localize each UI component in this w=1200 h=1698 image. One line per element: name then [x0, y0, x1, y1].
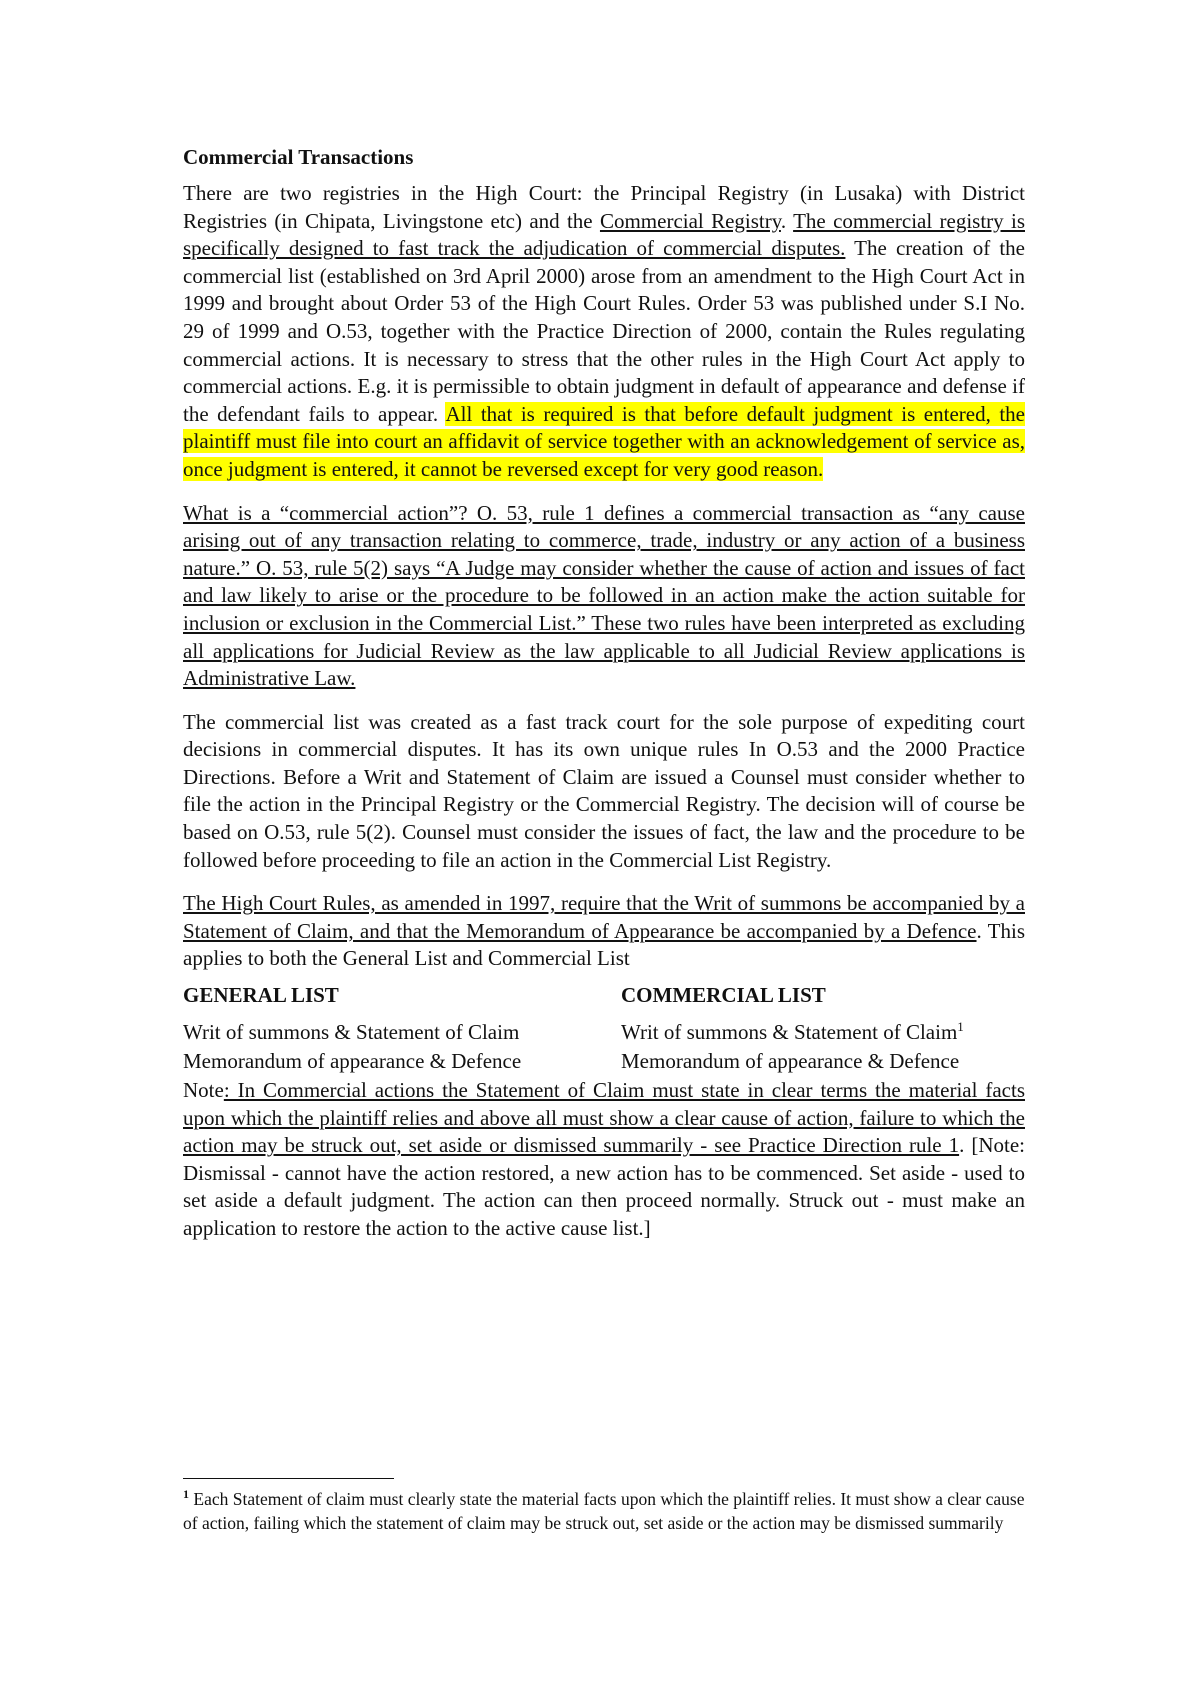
paragraph-note	[183, 1077, 1025, 1243]
p1-highlighted-sentence: All that is required is that before default judgment is entered, the plaintiff must file into court an affidavit of service together with an acknowledgement of service as, once judgment is entered, it cannot be reversed except for very good reason.	[183, 401, 1026, 481]
general-list-heading: GENERAL LIST	[183, 983, 339, 1008]
commercial-list-column	[621, 981, 1025, 1075]
general-list-row-1: Writ of summons & Statement of Claim	[183, 1020, 520, 1045]
footnote-reference: 1	[957, 1019, 964, 1035]
footnote-text: Each Statement of claim must clearly state the material facts upon which the plaintiff relies. It must show a clear cause of action, failing which the statement of claim may be struck out, set aside or the action may be dismissed summarily	[183, 1489, 1025, 1533]
commercial-list-row-2: Memorandum of appearance & Defence	[621, 1048, 960, 1073]
p4-rules-sentence: The High Court Rules, as amended in 1997, require that the Writ of summons be accompanied by a Statement of Claim, and that the Memorandum of Appearance be accompanied by a Defence	[183, 891, 1025, 943]
general-list-column	[183, 981, 621, 1075]
paragraph-commercial-action: What is a “commercial action”? O. 53, rule 1 defines a commercial transaction as “any cause arising out of any transaction relating to commerce, trade, industry or any action of a business nature.” O. 53, rule 5(2) says “A Judge may consider whether the cause of action and issues of fact and law likely to arise or the procedure to be followed in an action make the action suitable for inclusion or exclusion in the Commercial List.” These two rules have been interpreted as excluding all applications for Judicial Review as the law applicable to all Judicial Review applications is Administrative Law.	[183, 500, 1025, 691]
commercial-list-row-1	[621, 1018, 1025, 1047]
paragraph-high-court-rules	[183, 890, 1025, 973]
general-list-row-2: Memorandum of appearance & Defence	[183, 1048, 522, 1073]
commercial-list-row-1-text: Writ of summons & Statement of Claim	[621, 1020, 958, 1045]
p1-fast-track-sentence: The commercial registry is specifically designed to fast track the adjudication of commercial disputes.	[183, 208, 1025, 261]
paragraph-commercial-list: The commercial list was created as a fast track court for the sole purpose of expediting court decisions in commercial disputes. It has its own unique rules In O.53 and the 2000 Practice Directions. Before a Writ and Statement of Claim are issued a Counsel must consider whether to file the action in the Principal Registry or the Commercial Registry. The decision will of course be based on O.53, rule 5(2). Counsel must consider the issues of fact, the law and the procedure to be followed before proceeding to file an action in the Commercial List Registry.	[183, 709, 1025, 872]
p1-text-c: .	[780, 208, 794, 233]
list-comparison	[183, 981, 1025, 1075]
footnote-marker: 1	[183, 1487, 189, 1502]
p4-text-b: . This applies to both the General List and Commercial List	[183, 918, 1025, 971]
note-bracketed-text: . [Note: Dismissal - cannot have the action restored, a new action has to be commenced. Set aside - used to set aside a default judgment. The action can then proceed normally. Struck out - must make an application to restore the action to the active cause list.]	[183, 1133, 1025, 1240]
note-label: Note	[183, 1078, 224, 1103]
document-body	[183, 143, 1025, 1243]
footnote-separator	[183, 1478, 394, 1479]
p1-text-a: There are two registries in the High Court: the Principal Registry (in Lusaka) with District Registries (in Chipata, Livingstone etc) and the	[183, 181, 1025, 233]
commercial-list-heading: COMMERCIAL LIST	[621, 983, 826, 1008]
note-underlined-text: : In Commercial actions the Statement of Claim must state in clear terms the material facts upon which the plaintiff relies and above all must show a clear cause of action, failure to which the action may be struck out, set aside or dismissed summarily - see Practice Direction rule 1	[183, 1078, 1025, 1158]
paragraph-registries	[183, 180, 1025, 484]
p1-text-e: The creation of the commercial list (established on 3rd April 2000) arose from an amendment to the High Court Act in 1999 and brought about Order 53 of the High Court Rules. Order 53 was published under S.I No. 29 of 1999 and O.53, together with the Practice Direction of 2000, contain the Rules regulating commercial actions. It is necessary to stress that the other rules in the High Court Act apply to commercial actions. E.g. it is permissible to obtain judgment in default of appearance and defense if the defendant fails to appear.	[183, 236, 1025, 426]
document-title: Commercial Transactions	[183, 145, 414, 169]
p1-commercial-registry: Commercial Registry	[599, 208, 781, 233]
footnote	[183, 1487, 1025, 1535]
